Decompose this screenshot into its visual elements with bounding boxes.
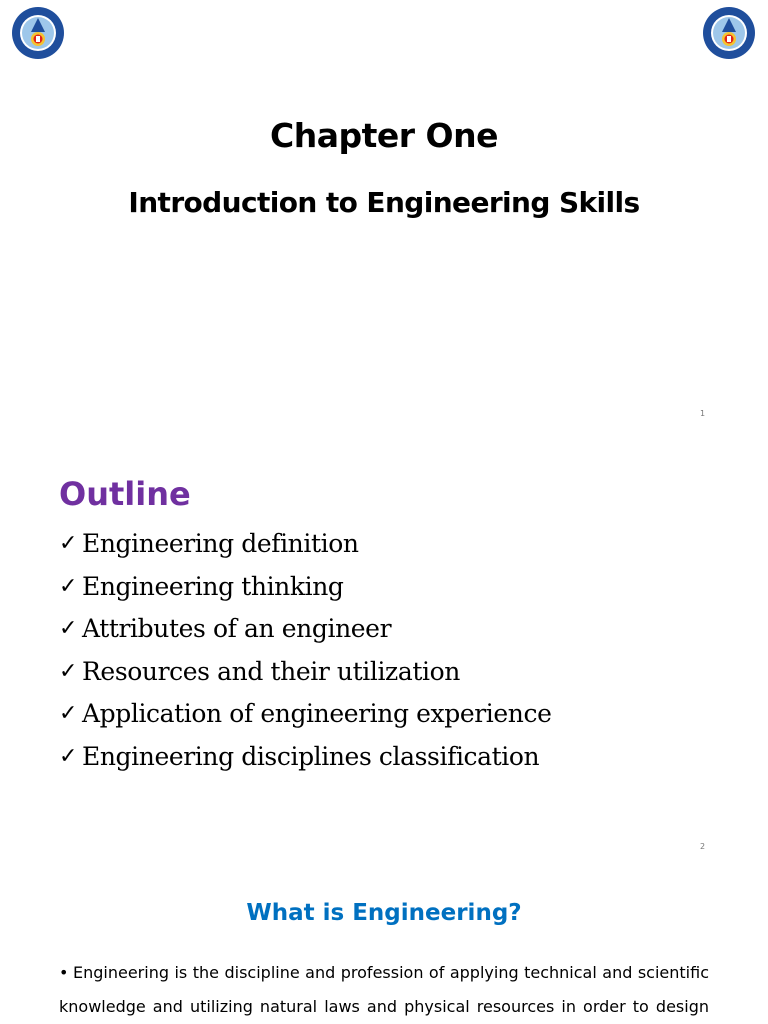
list-item [59, 742, 551, 785]
chapter-subtitle: Introduction to Engineering Skills [128, 186, 640, 219]
slide-3 [0, 866, 768, 1024]
list-item [59, 657, 551, 700]
list-item-label: Application of engineering experience [82, 699, 552, 728]
list-item [59, 572, 551, 615]
body-paragraph [59, 956, 709, 1024]
list-item-label: Engineering disciplines classification [82, 741, 540, 771]
paragraph-text: Engineering is the discipline and profession of applying technical and scientific knowledge and utilizing natural laws and physical resources in order to design [59, 963, 709, 1016]
list-item-label: Engineering definition [82, 529, 359, 558]
list-item [59, 699, 551, 742]
bullet-icon [59, 956, 73, 990]
check-icon [59, 531, 82, 556]
slide-2 [0, 433, 768, 866]
chapter-title: Chapter One [270, 116, 498, 155]
page-number: 2 [700, 842, 706, 851]
list-item [59, 529, 551, 572]
page-number: 1 [700, 409, 706, 418]
list-item-label: Resources and their utilization [82, 656, 460, 686]
university-logo-left [11, 6, 65, 60]
check-icon [59, 616, 82, 641]
check-icon [59, 574, 82, 599]
check-icon [59, 659, 82, 684]
outline-list [59, 529, 551, 784]
check-icon [59, 701, 82, 726]
list-item [59, 614, 551, 657]
slide-1 [0, 0, 768, 433]
list-item-label: Engineering thinking [82, 571, 344, 601]
outline-title: Outline [59, 475, 191, 513]
university-logo-right [702, 6, 756, 60]
check-icon [59, 744, 82, 769]
list-item-label: Attributes of an engineer [82, 614, 392, 643]
section-title: What is Engineering? [246, 900, 522, 926]
